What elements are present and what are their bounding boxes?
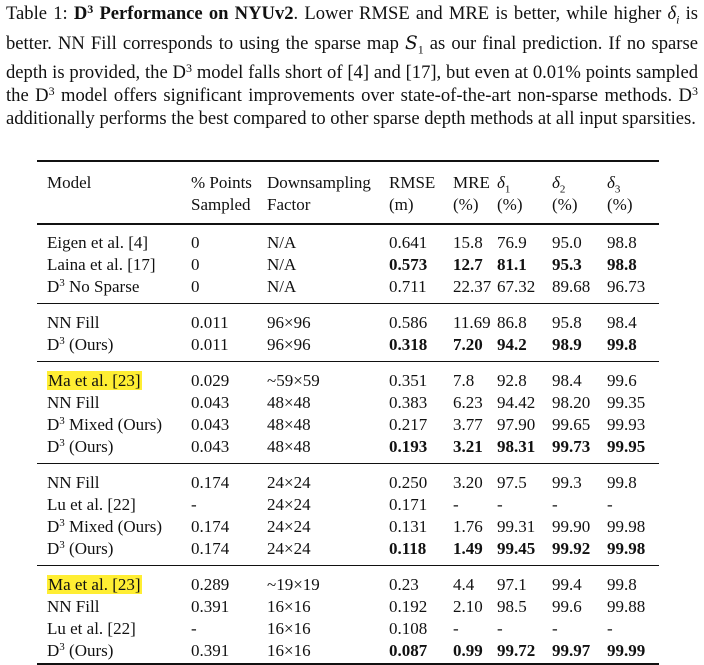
cell-factor: ~19×19 (267, 575, 320, 594)
cell-d1: 67.32 (497, 277, 536, 296)
header-cell: (%) (453, 195, 479, 214)
cell-model: $D^3$ No Sparse (47, 277, 140, 296)
cell-d3: 99.35 (607, 393, 646, 412)
cell-rmse: 0.192 (389, 597, 428, 616)
header-cell: % Points (191, 173, 252, 192)
cell-points: 0 (191, 233, 200, 252)
header-cell: $\delta_2$ (552, 173, 566, 196)
cell-mre: - (453, 619, 459, 638)
cell-mre: 15.8 (453, 233, 483, 252)
cell-d3: 99.99 (607, 641, 646, 660)
table-row (37, 516, 659, 538)
cell-rmse: 0.586 (389, 313, 428, 332)
cell-factor: 24×24 (267, 473, 311, 492)
cell-points: 0.289 (191, 575, 230, 594)
cell-rmse: 0.23 (389, 575, 419, 594)
group-rule (37, 223, 659, 225)
cell-rmse: 0.250 (389, 473, 428, 492)
cell-points: - (191, 619, 197, 638)
cell-d2: 99.3 (552, 473, 582, 492)
cell-model: Ma et al. [23] (48, 575, 141, 594)
cell-mre: 1.76 (453, 517, 483, 536)
cell-model: Eigen et al. [4] (47, 233, 149, 252)
cell-d2: 98.9 (552, 335, 582, 354)
cell-points: 0.391 (191, 641, 230, 660)
cell-d1: 99.31 (497, 517, 536, 536)
cell-d2: 95.0 (552, 233, 582, 252)
cell-d2: 98.20 (552, 393, 591, 412)
caption-text-6: additionally performs the best compared to other sparse depth methods at all input sparsities. (6, 108, 696, 130)
delta-subscript: i (676, 12, 680, 27)
table-row (37, 596, 659, 618)
cell-rmse: 0.131 (389, 517, 428, 536)
table-row (37, 334, 659, 356)
cell-model: Ma et al. [23] (48, 371, 141, 390)
caption-text-2: is better. NN Fill corresponds to using the sparse map (6, 3, 699, 54)
table-row (37, 254, 659, 276)
cell-points: - (191, 495, 197, 514)
cell-d3: 99.6 (607, 371, 637, 390)
cell-factor: N/A (267, 277, 297, 296)
cell-model: Lu et al. [22] (47, 619, 136, 638)
cell-rmse: 0.108 (389, 619, 428, 638)
cell-mre: - (453, 495, 459, 514)
caption-text: . Lower RMSE and MRE is better, while higher (293, 3, 668, 24)
group-rule (37, 463, 659, 464)
cell-factor: ~59×59 (267, 371, 320, 390)
cell-d2: 99.65 (552, 415, 591, 434)
cell-d2: 99.97 (552, 641, 591, 660)
caption-text-3: as our final prediction. If no sparse depth is provided, the D (6, 32, 698, 84)
cell-d1: - (497, 619, 503, 638)
cell-d1: 76.9 (497, 233, 527, 252)
cell-d3: 98.4 (607, 313, 637, 332)
caption-sup-c: 3 (692, 84, 698, 99)
cell-rmse: 0.711 (389, 277, 427, 296)
cell-factor: 96×96 (267, 313, 311, 332)
cell-mre: 0.99 (453, 641, 483, 660)
cell-d1: 92.8 (497, 371, 527, 390)
cell-model: NN Fill (47, 313, 100, 332)
cell-d3: - (607, 495, 613, 514)
cell-d3: - (607, 619, 613, 638)
table-caption (6, 2, 698, 130)
caption-sup-b: 3 (48, 84, 55, 99)
cell-rmse: 0.118 (389, 539, 427, 558)
top-rule (37, 160, 659, 162)
cell-mre: 3.77 (453, 415, 483, 434)
cell-d2: 95.3 (552, 255, 582, 274)
cell-mre: 7.8 (453, 371, 475, 390)
header-cell: Downsampling (267, 173, 371, 192)
table-row (37, 414, 659, 436)
cell-mre: 3.21 (453, 437, 483, 456)
cell-rmse: 0.217 (389, 415, 428, 434)
table-row (37, 392, 659, 414)
header-cell: Model (47, 173, 92, 192)
sparse-map-subscript: 1 (417, 42, 424, 57)
cell-mre: 7.20 (453, 335, 483, 354)
cell-d3: 99.95 (607, 437, 646, 456)
cell-mre: 6.23 (453, 393, 483, 412)
cell-factor: 48×48 (267, 415, 311, 434)
cell-rmse: 0.193 (389, 437, 428, 456)
cell-points: 0.043 (191, 415, 230, 434)
cell-mre: 2.10 (453, 597, 483, 616)
cell-mre: 4.4 (453, 575, 475, 594)
group-rule (37, 361, 659, 362)
caption-text-5: model offers significant improvements over state-of-the-art non-sparse methods. D (54, 85, 692, 107)
table-row (37, 618, 659, 640)
cell-mre: 22.37 (453, 277, 492, 296)
cell-d1: 86.8 (497, 313, 527, 332)
cell-d1: 99.72 (497, 641, 536, 660)
cell-points: 0 (191, 277, 200, 296)
cell-factor: 16×16 (267, 597, 311, 616)
cell-rmse: 0.171 (389, 495, 428, 514)
cell-d2: 99.4 (552, 575, 582, 594)
table-row (37, 574, 659, 596)
cell-d3: 99.88 (607, 597, 646, 616)
cell-d3: 98.8 (607, 255, 637, 274)
cell-points: 0.174 (191, 539, 230, 558)
cell-mre: 3.20 (453, 473, 483, 492)
cell-factor: N/A (267, 233, 297, 252)
cell-d1: - (497, 495, 503, 514)
cell-d3: 96.73 (607, 277, 646, 296)
cell-factor: 16×16 (267, 641, 311, 660)
table-row (37, 472, 659, 494)
cell-d1: 94.2 (497, 335, 527, 354)
cell-rmse: 0.318 (389, 335, 428, 354)
cell-d3: 99.93 (607, 415, 646, 434)
cell-model: NN Fill (47, 597, 100, 616)
cell-d2: - (552, 495, 558, 514)
header-cell: (%) (607, 195, 633, 214)
header-cell: Factor (267, 195, 311, 214)
bottom-rule (37, 663, 659, 665)
cell-d3: 99.98 (607, 539, 646, 558)
cell-model: $D^3$ (Ours) (47, 437, 114, 456)
cell-rmse: 0.351 (389, 371, 428, 390)
header-cell: (%) (552, 195, 578, 214)
cell-d1: 98.5 (497, 597, 527, 616)
cell-points: 0.029 (191, 371, 230, 390)
cell-model: Lu et al. [22] (47, 495, 136, 514)
cell-mre: 12.7 (453, 255, 483, 274)
cell-factor: 96×96 (267, 335, 311, 354)
table-row (37, 436, 659, 458)
caption-text-4: model falls short of [4] and [17], but even at 0.01% points sampled the D (6, 62, 698, 107)
caption-sup-a: 3 (185, 61, 192, 76)
cell-d1: 99.45 (497, 539, 536, 558)
cell-points: 0.011 (191, 335, 229, 354)
cell-d2: 99.73 (552, 437, 591, 456)
cell-d2: 99.6 (552, 597, 582, 616)
cell-points: 0.174 (191, 517, 230, 536)
table-row (37, 312, 659, 334)
header-cell: MRE (453, 173, 490, 192)
cell-rmse: 0.087 (389, 641, 428, 660)
cell-rmse: 0.641 (389, 233, 428, 252)
cell-points: 0.011 (191, 313, 229, 332)
cell-d1: 97.5 (497, 473, 527, 492)
table-row (37, 232, 659, 254)
cell-d2: 89.68 (552, 277, 591, 296)
cell-factor: 24×24 (267, 539, 311, 558)
cell-factor: 48×48 (267, 437, 311, 456)
table-row (37, 494, 659, 516)
cell-d2: 98.4 (552, 371, 582, 390)
cell-factor: N/A (267, 255, 297, 274)
table-row (37, 640, 659, 662)
cell-d2: 95.8 (552, 313, 582, 332)
caption-title: $D^3$ Performance on NYUv2 (73, 2, 294, 24)
cell-mre: 11.69 (453, 313, 491, 332)
table-row (37, 370, 659, 392)
cell-model: $D^3$ (Ours) (47, 335, 114, 354)
cell-rmse: 0.383 (389, 393, 428, 412)
cell-d3: 98.8 (607, 233, 637, 252)
cell-d1: 98.31 (497, 437, 536, 456)
cell-model: $D^3$ Mixed (Ours) (47, 415, 163, 434)
cell-rmse: 0.573 (389, 255, 428, 274)
cell-factor: 48×48 (267, 393, 311, 412)
header-cell: RMSE (389, 173, 436, 192)
cell-d3: 99.8 (607, 473, 637, 492)
group-rule (37, 565, 659, 566)
cell-factor: 16×16 (267, 619, 311, 638)
cell-d3: 99.8 (607, 575, 637, 594)
cell-d1: 97.1 (497, 575, 527, 594)
header-cell: Sampled (191, 195, 251, 214)
cell-d1: 94.42 (497, 393, 536, 412)
sparse-map-symbol: S (404, 32, 418, 54)
cell-model: Laina et al. [17] (47, 255, 156, 274)
cell-d1: 97.90 (497, 415, 536, 434)
cell-d2: 99.90 (552, 517, 591, 536)
cell-model: $D^3$ (Ours) (47, 641, 114, 660)
header-cell: (%) (497, 195, 523, 214)
cell-model: $D^3$ Mixed (Ours) (47, 517, 163, 536)
cell-mre: 1.49 (453, 539, 483, 558)
header-cell: $\delta_1$ (497, 173, 511, 196)
table-row (37, 538, 659, 560)
cell-model: NN Fill (47, 473, 100, 492)
header-cell: (m) (389, 195, 414, 214)
cell-model: $D^3$ (Ours) (47, 539, 114, 558)
header-cell: $\delta_3$ (607, 173, 621, 196)
cell-d2: 99.92 (552, 539, 591, 558)
cell-model: NN Fill (47, 393, 100, 412)
cell-points: 0.043 (191, 437, 230, 456)
cell-d2: - (552, 619, 558, 638)
cell-points: 0.391 (191, 597, 230, 616)
cell-factor: 24×24 (267, 517, 311, 536)
cell-d1: 81.1 (497, 255, 527, 274)
cell-points: 0.043 (191, 393, 230, 412)
table-row (37, 276, 659, 298)
caption-label: Table 1: (6, 3, 68, 24)
cell-points: 0 (191, 255, 200, 274)
cell-points: 0.174 (191, 473, 230, 492)
group-rule (37, 303, 659, 304)
cell-d3: 99.8 (607, 335, 637, 354)
cell-factor: 24×24 (267, 495, 311, 514)
cell-d3: 99.98 (607, 517, 646, 536)
delta-symbol: δ (667, 3, 677, 24)
